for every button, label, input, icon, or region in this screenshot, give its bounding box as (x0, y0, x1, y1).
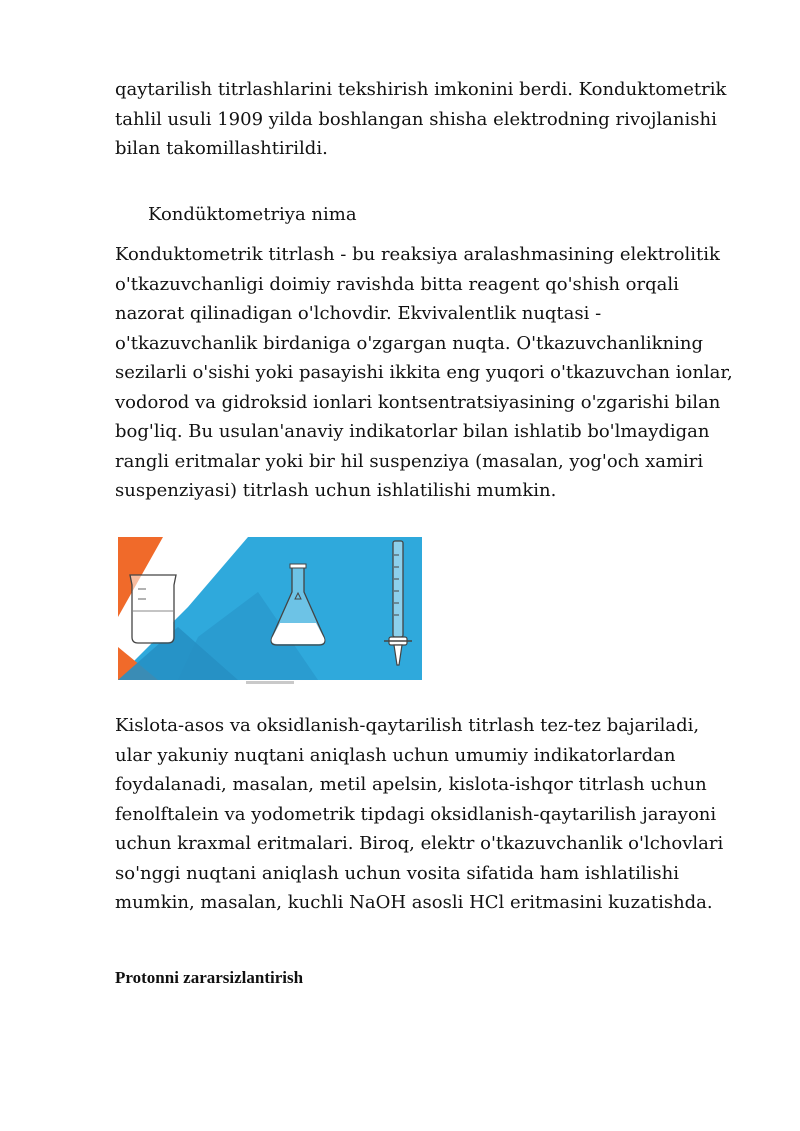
section-heading-proton: Protonni zararsizlantirish (115, 968, 304, 987)
section-heading-konduktometriya: Kondüktometriya nima (148, 204, 357, 225)
paragraph-definition: Konduktometrik titrlash - bu reaksiya aralashmasining elektrolitik o'tkazuvchanligi doimiy ravishda bitta reagent qo'shish orqali nazorat qilinadigan o'lchovdir. Ekvivalentlik nuqtasi - o'tkazuvchanlik birdaniga o'zgargan nuqta. O'tkazuvchanlikning sezilarli o'sishi yoki pasayishi ikkita eng yuqori o'tkazuvchan ionlar, vodorod va gidroksid ionlari kontsentratsiyasining o'zgarishi bilan bog'liq. Bu usulan'anaviy indikatorlar bilan ishlatib bo'lmaydigan rangli eritmalar yoki bir hil suspenziya (masalan, yog'och xamiri suspenziyasi) titrlash uchun ishlatilishi mumkin. (115, 244, 733, 501)
beaker-icon (130, 575, 176, 643)
paragraph-indicators: Kislota-asos va oksidlanish-qaytarilish titrlash tez-tez bajariladi, ular yakuniy nuqtani aniqlash uchun umumiy indikatorlardan foydalanadi, masalan, metil apelsin, kislota-ishqor titrlash uchun fenolftalein va yodometrik tipdagi oksidlanish-qaytarilish jarayoni uchun kraxmal eritmalari. Biroq, elektr o'tkazuvchanlik o'lchovlari so'nggi nuqtani aniqlash uchun vosita sifatida ham ishlatilishi mumkin, masalan, kuchli NaOH asosli HCl eritmasini kuzatishda. (115, 715, 724, 913)
paragraph-intro: qaytarilish titrlashlarini tekshirish imkonini berdi. Konduktometrik tahlil usuli 1909 yilda boshlangan shisha elektrodning rivojlanishi bilan takomillashtirildi. (115, 79, 727, 159)
titration-illustration (118, 537, 422, 680)
image-caption-bar (246, 681, 294, 684)
